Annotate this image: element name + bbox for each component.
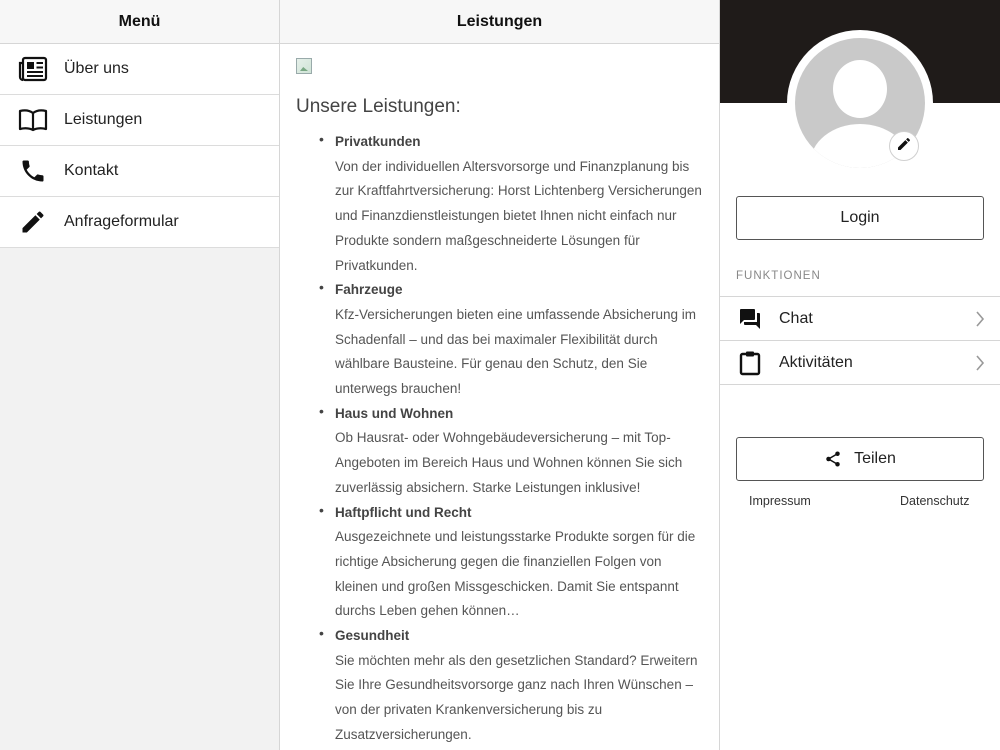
list-item — [335, 501, 703, 625]
menu-item-leistungen[interactable] — [0, 95, 279, 146]
chevron-right-icon — [974, 309, 986, 329]
broken-image-icon — [296, 58, 312, 74]
share-button[interactable] — [736, 437, 984, 481]
clipboard-icon — [737, 350, 763, 376]
menu-header: Menü — [0, 0, 279, 44]
service-name: • Haus und Wohnen — [335, 405, 454, 421]
menu-item-label: Kontakt — [64, 162, 119, 179]
content-body[interactable] — [280, 44, 719, 748]
content-header: Leistungen — [280, 0, 719, 44]
edit-avatar-button[interactable] — [889, 131, 919, 161]
list-item — [335, 278, 703, 402]
service-text: Ausgezeichnete und leistungsstarke Produkte sorgen für die richtige Absicherung gegen die finanziellen Folgen von kleinen und großen Missgeschicken. Damit Sie entspannt durchs Leben gehen können… — [335, 529, 696, 619]
login-button[interactable]: Login — [736, 196, 984, 240]
service-text: Kfz-Versicherungen bieten eine umfassende Absicherung im Schadenfall – und das bei maximaler Flexibilität durch wählbare Bausteine. Für genau den Schutz, den Sie unterwegs brauchen! — [335, 306, 696, 397]
functions-section-label: FUNKTIONEN — [736, 270, 821, 282]
chevron-right-icon — [974, 353, 986, 373]
content-panel — [280, 0, 720, 750]
service-text: Von der individuellen Altersvorsorge und Finanzplanung bis zur Kraftfahrtversicherung: Horst Lichtenberg Versicherungen und Finanzdienstleistungen bietet Ihnen nicht einfach nur Produkte sondern maßgeschneiderte Lösungen für Privatkunden. — [335, 158, 702, 273]
function-item-label: Aktivitäten — [779, 353, 853, 371]
service-name: • Haftpflicht und Recht — [335, 504, 472, 520]
chat-icon — [737, 306, 763, 332]
service-name: • Privatkunden — [335, 134, 421, 149]
list-item — [335, 624, 703, 748]
book-icon — [17, 104, 49, 136]
service-text: Sie möchten mehr als den gesetzlichen Standard? Erweitern Sie Ihre Gesundheitsvorsorge ganz nach Ihren Wünschen – von der privaten Krankenversicherung bis zu Zusatzversicherungen. — [335, 652, 698, 742]
function-item-aktivitaeten[interactable] — [720, 341, 1000, 385]
functions-list — [720, 296, 1000, 385]
phone-icon — [17, 155, 49, 187]
function-item-label: Chat — [779, 309, 813, 327]
share-icon — [824, 450, 842, 468]
menu-item-ueber-uns[interactable] — [0, 44, 279, 95]
menu-item-label: Über uns — [64, 60, 129, 77]
menu-item-label: Anfrageformular — [64, 213, 179, 230]
menu-item-kontakt[interactable] — [0, 146, 279, 197]
page-title: Unsere Leistungen: — [296, 96, 461, 117]
function-item-chat[interactable] — [720, 297, 1000, 341]
impressum-link[interactable]: Impressum — [749, 494, 811, 508]
pencil-icon — [896, 136, 912, 157]
newspaper-icon — [17, 53, 49, 85]
menu-list — [0, 44, 279, 248]
service-name: • Gesundheit — [335, 628, 410, 644]
datenschutz-link[interactable]: Datenschutz — [900, 494, 970, 508]
list-item — [335, 130, 703, 278]
share-button-label: Teilen — [854, 450, 896, 467]
menu-panel — [0, 0, 280, 750]
service-text: Ob Hausrat- oder Wohngebäudeversicherung – mit Top-Angeboten im Bereich Haus und Wohnen können Sie sich zuverlässig absichern. Starke Leistungen inklusive! — [335, 430, 683, 495]
service-name: • Fahrzeuge — [335, 282, 403, 298]
menu-item-anfrageformular[interactable] — [0, 197, 279, 248]
menu-item-label: Leistungen — [64, 111, 143, 128]
pencil-icon — [17, 206, 49, 238]
list-item — [335, 402, 703, 501]
services-list — [296, 130, 703, 748]
